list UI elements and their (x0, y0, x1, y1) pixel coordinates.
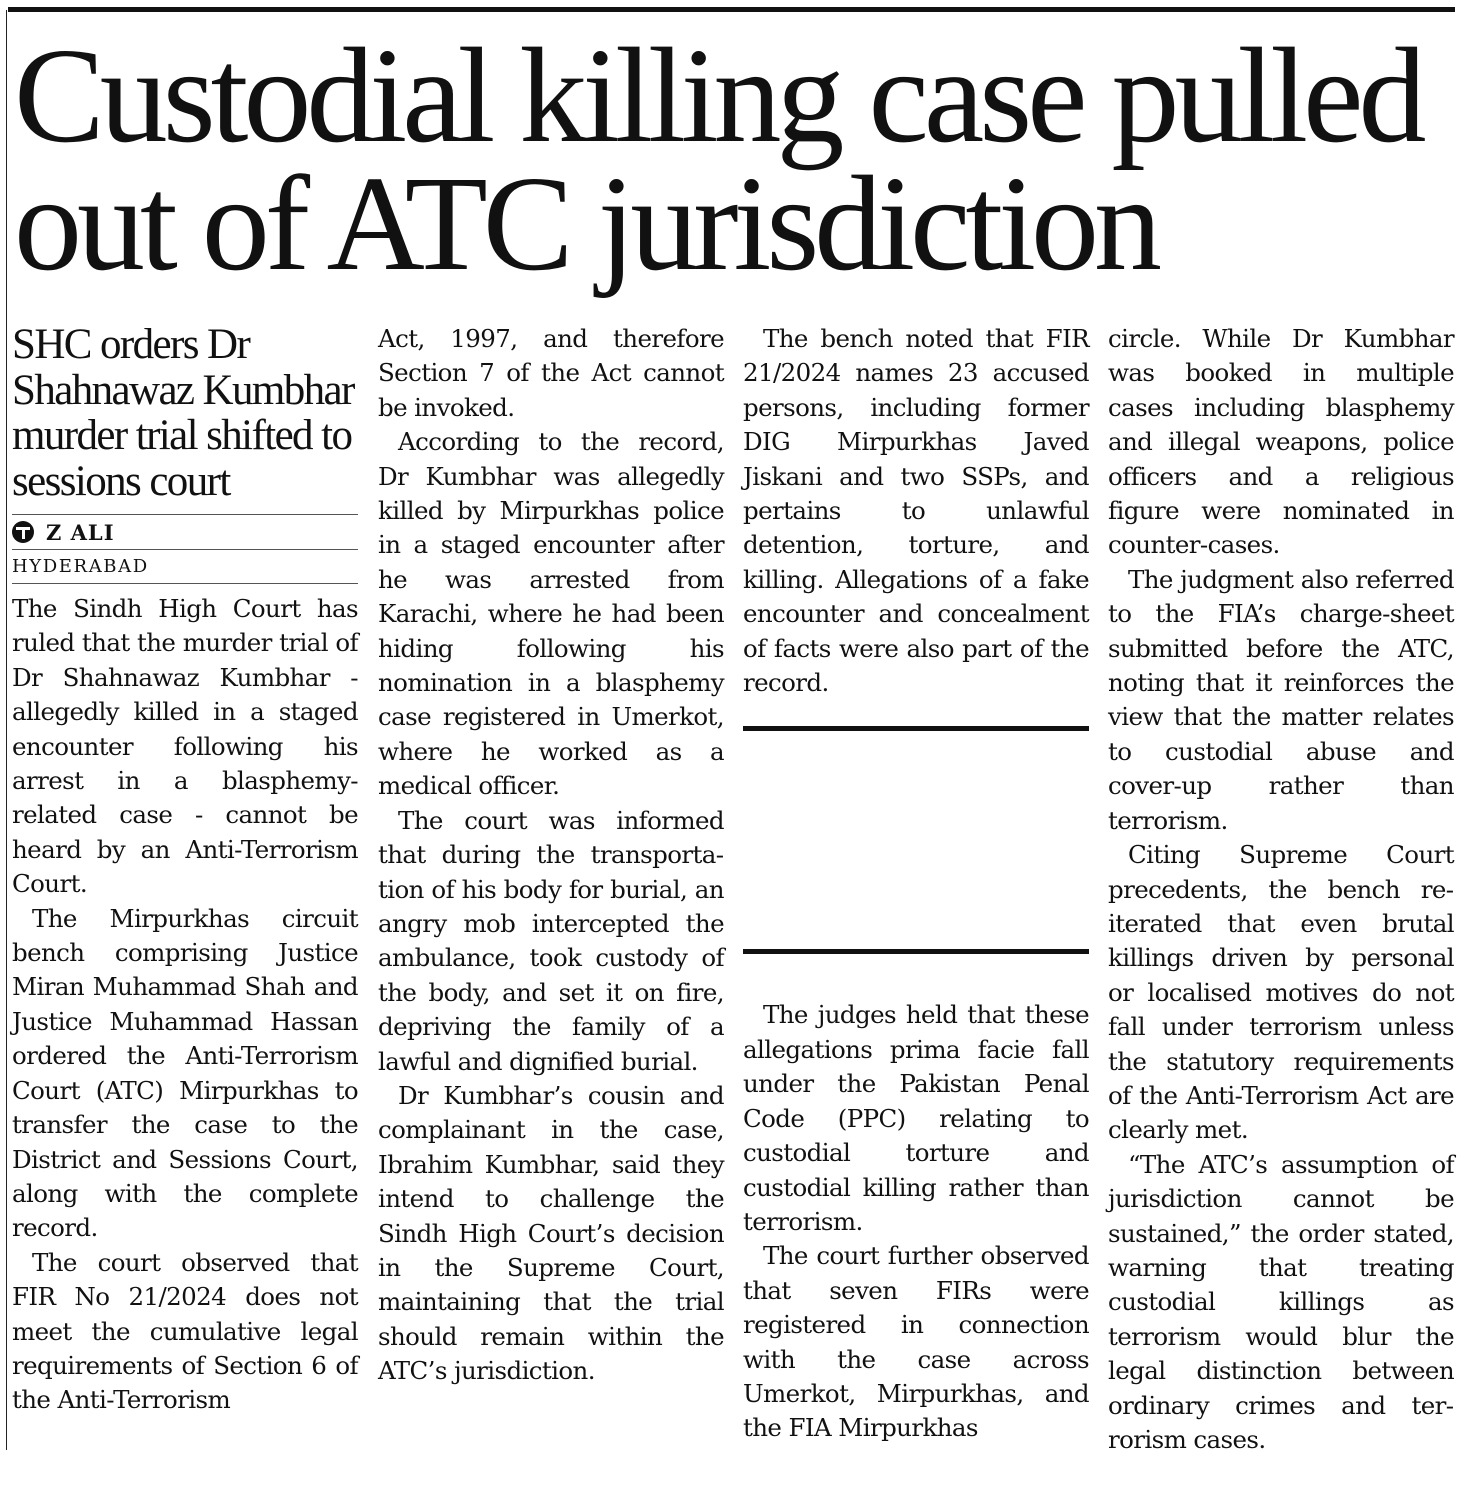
headline-line-2: out of ATC jurisdiction (14, 149, 1157, 299)
paragraph: circle. While Dr Kumbhar was booked in multiple cases including blasphemy and illegal weapons, police officers and a religious figure were nominated in counter-cases. (1108, 324, 1454, 560)
column-3-text-bottom (743, 998, 1089, 1445)
column-3-text-top (743, 322, 1089, 700)
byline (12, 515, 358, 549)
dateline: HYDERABAD (12, 556, 149, 577)
column-4 (1108, 322, 1454, 1457)
author-name: Z ALI (46, 519, 115, 545)
subheadline: SHC orders Dr Shahnawaz Kumbhar murder trial shifted to sessions court (12, 321, 354, 505)
paragraph: Citing Supreme Court precedents, the bench reiterated that even brutal killings driven by personal or localised motives do not fall under terrorism unless the statutory requirements of the Anti-Terrorism Act are clearly met. (1108, 840, 1454, 1145)
newspaper-logo-icon (12, 521, 34, 543)
paragraph: The judges held that these allegations prima facie fall under the Pakistan Penal Code (PPC) relating to custodial torture and custodial killing rather than terrorism. (743, 1000, 1089, 1236)
byline-rule-bottom (12, 583, 358, 584)
paragraph: The court further observed that seven FIRs were registered in connection with the case across Umerkot, Mirpurkhas, and the FIA Mirpurkhas (743, 1241, 1089, 1443)
paragraph: The Sindh High Court has ruled that the murder trial of Dr Shahnawaz Kumbhar - allegedly killed in a staged encounter following his arrest in a blasphemy-related case - cannot be heard by an Anti-Terrorism Court. (12, 594, 358, 899)
column-3 (743, 322, 1089, 1446)
column-1 (12, 322, 358, 1418)
paragraph: “The ATC’s assumption of jurisdiction cannot be sustained,” the order stated, warning that treating custodial killings as terrorism would blur the legal distinction between ordinary crimes and terrorism cases. (1108, 1149, 1454, 1454)
column-1-text (12, 592, 358, 1418)
headline (14, 21, 1454, 299)
paragraph: According to the record, Dr Kumbhar was allegedly killed by Mirpurkhas police in a staged encounter after he was arrested from Karachi, where he had been hiding following his nomination in a blasphemy case registered in Umerkot, where he worked as a medical officer. (378, 427, 724, 801)
paragraph: Dr Kumbhar’s cousin and complainant in the case, Ibrahim Kumbhar, said they intend to challenge the Sindh High Court’s decision in the Supreme Court, maintaining that the trial should remain within the ATC’s jurisdiction. (378, 1080, 724, 1386)
paragraph: The court observed that FIR No 21/2024 does not meet the cumulative legal requirements of Section 6 of the Anti-Terrorism (12, 1247, 358, 1415)
column-2 (378, 322, 724, 1389)
paragraph: Act, 1997, and therefore Section 7 of the Act cannot be invoked. (378, 324, 724, 422)
top-rule (8, 7, 1455, 12)
paragraph: The Mirpurkhas circuit bench comprising Justice Miran Muhammad Shah and Justice Muhammad Hassan ordered the Anti-Terrorism Court (ATC) Mirpurkhas to transfer the case to the District and Sessions Court, along with the complete record. (12, 903, 358, 1243)
paragraph: The bench noted that FIR 21/2024 names 23 accused persons, including former DIG Mirpurkhas Javed Jiskani and two SSPs, and pertains to unlawful detention, torture, and killing. Allegations of a fake encounter and concealment of facts were also part of the record. (743, 324, 1089, 698)
pull-quote-box (743, 726, 1089, 954)
paragraph: The court was informed that during the transportation of his body for burial, an angry mob intercepted the ambulance, took custody of the body, and set it on fire, depriving the family of a lawful and dignified burial. (378, 805, 724, 1076)
left-edge-rule (6, 10, 7, 1450)
paragraph: The judgment also referred to the FIA’s charge-sheet submitted before the ATC, noting that it reinforces the view that the matter relates to custodial abuse and cover-up rather than terrorism. (1108, 564, 1454, 835)
headline-line-1: Custodial killing case pulled (14, 21, 1422, 171)
